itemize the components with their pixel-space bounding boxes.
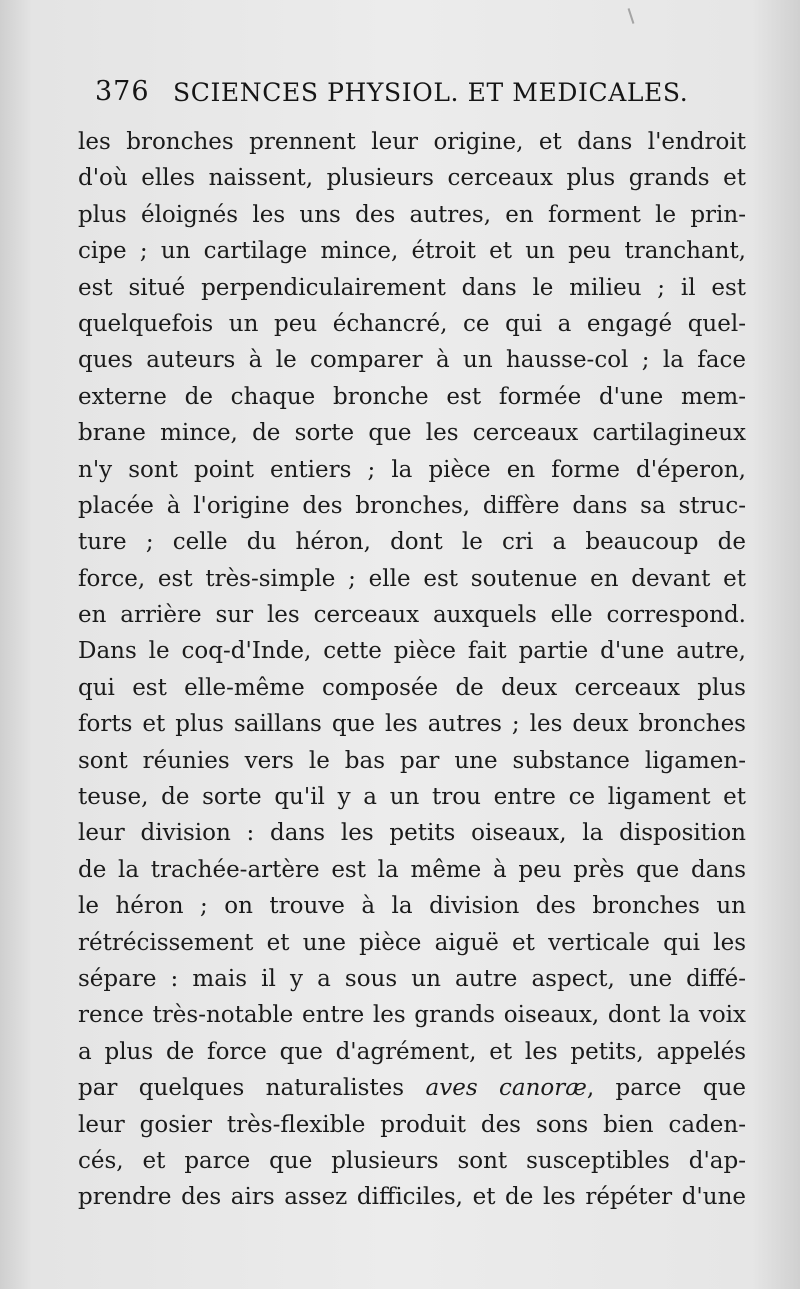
text-segment: par quelques naturalistes [78,1075,405,1102]
text-line: rence très-notable entre les grands oiseaux, dont la voix [78,1002,746,1029]
text-line: les bronches prennent leur origine, et dans l'endroit [78,129,746,155]
text-line: externe de chaque bronche est formée d'une mem- [78,383,746,410]
ink-mark [628,8,635,24]
text-line: forts et plus saillans que les autres ; les deux bronches [78,711,746,738]
italic-latin-term: aves canoræ [425,1075,587,1102]
text-line: placée à l'origine des bronches, diffère dans sa struc- [78,492,746,519]
text-segment: , parce que [586,1075,746,1102]
text-line: cipe ; un cartilage mince, étroit et un peu tranchant, [78,238,746,265]
text-line: en arrière sur les cerceaux auxquels elle correspond. [78,602,746,629]
text-line: sont réunies vers le bas par une substance ligamen- [78,747,746,774]
text-line: n'y sont point entiers ; la pièce en forme d'éperon, [78,456,746,483]
text-line: cés, et parce que plusieurs sont susceptibles d'ap- [78,1147,746,1174]
text-line: de la trachée-artère est la même à peu près que dans [78,856,746,883]
text-line: brane mince, de sorte que les cerceaux cartilagineux [78,420,746,447]
running-head: SCIENCES PHYSIOL. ET MEDICALES. [173,78,689,107]
text-line: leur division : dans les petits oiseaux, la disposition [78,820,746,847]
page-number: 376 [95,76,150,107]
text-line: leur gosier très-flexible produit des sons bien caden- [78,1111,746,1138]
text-line: a plus de force que d'agrément, et les petits, appelés [78,1038,746,1065]
text-line: est situé perpendiculairement dans le milieu ; il est [78,274,746,301]
text-line: sépare : mais il y a sous un autre aspect, une diffé- [78,965,746,992]
text-line: quelquefois un peu échancré, ce qui a engagé quel- [78,310,746,337]
text-line: plus éloignés les uns des autres, en forment le prin- [78,201,746,228]
text-line: rétrécissement et une pièce aiguë et verticale qui les [78,929,746,956]
text-line: prendre des airs assez difficiles, et de les répéter d'une [78,1184,746,1211]
text-line: Dans le coq-d'Inde, cette pièce fait partie d'une autre, [78,638,746,665]
text-line: d'où elles naissent, plusieurs cerceaux plus grands et [78,165,746,192]
text-line: ture ; celle du héron, dont le cri a beaucoup de [78,529,746,556]
body-text [78,124,746,1216]
text-line: teuse, de sorte qu'il y a un trou entre ce ligament et [78,784,746,811]
text-line: force, est très-simple ; elle est soutenue en devant et [78,565,746,592]
page-header [95,76,735,120]
text-line: qui est elle-même composée de deux cerceaux plus [78,674,746,701]
text-line-with-italic [78,1070,746,1106]
text-line: le héron ; on trouve à la division des bronches un [78,893,746,920]
text-line: ques auteurs à le comparer à un hausse-col ; la face [78,347,746,374]
